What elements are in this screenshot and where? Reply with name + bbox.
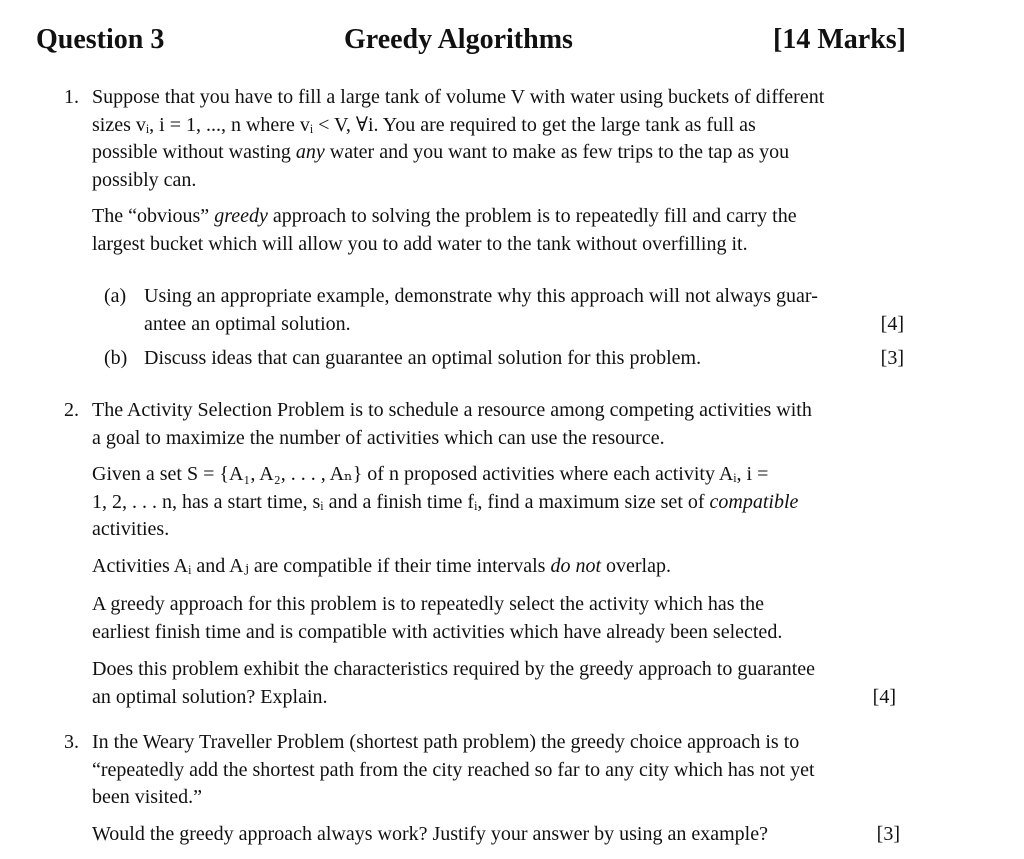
subquestion-b [104,345,904,373]
item-1-number: 1. [64,86,79,108]
item-2-p5-line-1: Does this problem exhibit the characteristics required by the greedy approach to guarantee [92,658,816,680]
item-1-line-3: possible without wasting any water and you want to make as few trips to the tap as you [92,141,790,163]
question-header [36,24,906,64]
item-2-p5-line-2: an optimal solution? Explain. [92,685,328,708]
item-2-paragraph-3 [92,553,904,581]
subquestion-b-label: (b) [104,347,128,369]
item-3-p2-line-1: Would the greedy approach always work? Justify your answer by using an example? [92,823,768,845]
item-3-paragraph-2 [92,821,904,849]
subquestion-a-label: (a) [104,285,127,307]
subquestion-a [104,283,904,339]
item-2-p2-line-1: Given a set S = {A₁, A₂, . . . , Aₙ} of n proposed activities where each activity Aᵢ, i = [92,463,769,485]
item-3-paragraph-1 [92,729,904,812]
item-3-p1-line-1: In the Weary Traveller Problem (shortest path problem) the greedy choice approach is to [92,731,800,753]
item-2-p3-line-1: Activities Aᵢ and Aⱼ are compatible if their time intervals do not overlap. [92,555,671,577]
item-1-line-1: Suppose that you have to fill a large tank of volume V with water using buckets of different [92,86,825,108]
item-1-paragraph-2 [92,203,904,258]
item-3-p1-line-2: “repeatedly add the shortest path from the city reached so far to any city which has not yet [92,758,815,781]
item-1-line-2: sizes vᵢ, i = 1, ..., n where vᵢ < V, ∀i. You are required to get the large tank as full as [92,113,756,136]
subquestion-a-line-1: Using an appropriate example, demonstrate why this approach will not always guar- [144,285,818,307]
item-3-p1-line-3: been visited.” [92,786,202,808]
subquestion-b-body [144,345,904,373]
item-3-p2-marks: [3] [876,823,900,845]
item-1-p2-line-2: largest bucket which will allow you to add water to the tank without overfilling it. [92,232,748,255]
subquestion-a-body [144,283,904,338]
item-2-p4-line-1: A greedy approach for this problem is to repeatedly select the activity which has the [92,593,765,615]
subquestion-a-line-2: antee an optimal solution. [144,312,351,335]
item-2-p1-line-1: The Activity Selection Problem is to schedule a resource among competing activities with [92,399,812,421]
item-1-paragraph-1 [92,84,904,194]
question-marks: [14 Marks] [773,24,906,55]
subquestion-a-marks: [4] [880,312,904,335]
item-2-paragraph-2 [92,461,904,544]
item-2-p4-line-2: earliest finish time and is compatible with activities which have already been selected. [92,620,783,643]
item-1-line-4: possibly can. [92,168,197,191]
item-2-number: 2. [64,399,79,421]
item-3-number: 3. [64,731,79,753]
subquestion-b-marks: [3] [880,347,904,369]
item-2-paragraph-1 [92,397,904,452]
item-2-p2-line-3: activities. [92,518,170,540]
item-2-p2-line-2: 1, 2, . . . n, has a start time, sᵢ and a finish time fᵢ, find a maximum size set of compatible [92,490,799,513]
item-1-p2-line-1: The “obvious” greedy approach to solving the problem is to repeatedly fill and carry the [92,205,797,227]
question-title: Greedy Algorithms [344,24,573,55]
subquestion-b-text: Discuss ideas that can guarantee an optimal solution for this problem. [144,347,702,369]
item-2-paragraph-4 [92,591,904,646]
item-2-paragraph-5 [92,656,904,712]
question-number: Question 3 [36,24,165,55]
item-2-p1-line-2: a goal to maximize the number of activities which can use the resource. [92,426,665,449]
item-2-p5-marks: [4] [872,685,896,708]
